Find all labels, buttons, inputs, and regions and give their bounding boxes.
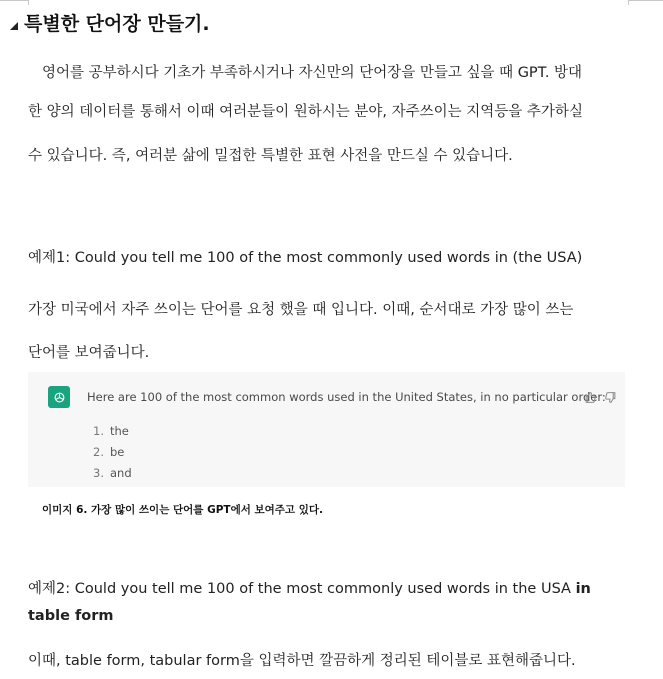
chatgpt-response-text: Here are 100 of the most common words used in the United States, in no particular order: [87, 390, 606, 404]
page-corner-mark-right [628, 0, 663, 5]
example2-prompt-text: 예제2: Could you tell me 100 of the most commonly used words in the USA [28, 581, 576, 597]
chatgpt-logo-icon [48, 386, 70, 408]
list-item: 3. and [93, 466, 132, 480]
intro-line-2: 한 양의 데이터를 통해서 이때 여러분들이 원하시는 분야, 자주쓰이는 지역등을 추가하실 [28, 104, 583, 120]
example2-prompt [28, 577, 638, 598]
example2-description: 이때, table form, tabular form을 입력하면 깔끔하게 정리된 테이블로 표현해줍니다. [28, 653, 576, 669]
example1-description-line-2: 단어를 보여줍니다. [28, 345, 150, 361]
chatgpt-screenshot [28, 372, 625, 487]
list-item: 1. the [93, 424, 129, 438]
list-item: 2. be [93, 445, 125, 459]
intro-line-1: 영어를 공부하시다 기초가 부족하시거나 자신만의 단어장을 만들고 싶을 때 GPT. 방대 [42, 65, 583, 81]
image-caption: 이미지 6. 가장 많이 쓰이는 단어를 GPT에서 보여주고 있다. [42, 504, 324, 516]
example1-description-line-1: 가장 미국에서 자주 쓰이는 단어를 요청 했을 때 입니다. 이때, 순서대로 가장 많이 쓰는 [28, 302, 574, 318]
word-list [87, 424, 132, 487]
thumbs-down-icon[interactable] [604, 389, 617, 408]
thumbs-up-icon[interactable] [584, 389, 597, 408]
intro-line-3: 수 있습니다. 즉, 여러분 삶에 밀접한 특별한 표현 사전을 만드실 수 있습니다. [28, 148, 513, 164]
section-heading-text: 특별한 단어장 만들기. [24, 13, 210, 35]
example2-prompt-bold: in [575, 581, 591, 597]
example2-prompt-line-2: table form [28, 608, 114, 624]
section-heading [10, 9, 210, 36]
page-corner-mark-left [0, 0, 29, 5]
collapse-triangle-icon[interactable] [10, 22, 18, 30]
example1-prompt: 예제1: Could you tell me 100 of the most commonly used words in (the USA) [28, 250, 583, 266]
